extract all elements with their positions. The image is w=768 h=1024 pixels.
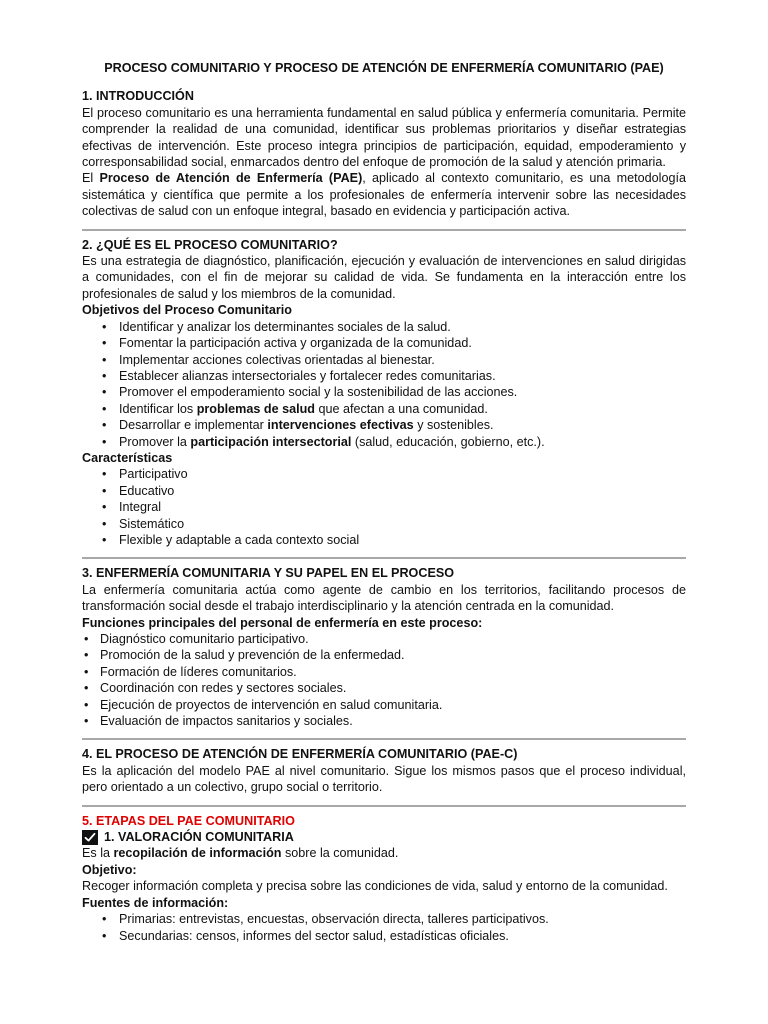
sources-list bbox=[82, 911, 686, 944]
bold-term: Proceso de Atención de Enfermería (PAE) bbox=[99, 171, 363, 186]
list-item: • Educativo bbox=[82, 483, 686, 499]
list-item: • Integral bbox=[82, 499, 686, 515]
list-item: • Formación de líderes comunitarios. bbox=[82, 664, 686, 680]
section-5-heading: 5. ETAPAS DEL PAE COMUNITARIO bbox=[82, 813, 295, 828]
features-list bbox=[82, 466, 686, 548]
section-divider bbox=[82, 738, 686, 740]
text-run: Promover la bbox=[119, 434, 191, 449]
list-item: • Secundarias: censos, informes del sector salud, estadísticas oficiales. bbox=[82, 928, 686, 944]
list-item bbox=[82, 401, 686, 417]
functions-subheading: Funciones principales del personal de enfermería en este proceso: bbox=[82, 615, 483, 630]
list-item bbox=[82, 417, 686, 433]
text-run: El bbox=[82, 171, 100, 186]
objectives-list bbox=[82, 319, 686, 450]
list-item: • Ejecución de proyectos de intervención en salud comunitaria. bbox=[82, 697, 686, 713]
section-3-heading: 3. ENFERMERÍA COMUNITARIA Y SU PAPEL EN EL PROCESO bbox=[82, 566, 455, 581]
section-1-heading: 1. INTRODUCCIÓN bbox=[82, 89, 194, 104]
list-item: • Primarias: entrevistas, encuestas, observación directa, talleres participativos. bbox=[82, 911, 686, 927]
document-title: PROCESO COMUNITARIO Y PROCESO DE ATENCIÓN DE ENFERMERÍA COMUNITARIO (PAE) bbox=[104, 61, 664, 75]
section-2-paragraph: Es una estrategia de diagnóstico, planificación, ejecución y evaluación de intervenciones en salud dirigidas a comunidades, con el fin de mejorar su calidad de vida. Se fundamenta en la interacción entre los profesionales de salud y los miembros de la comunidad. bbox=[82, 254, 686, 301]
section-3-paragraph: La enfermería comunitaria actúa como agente de cambio en los territorios, facilitando procesos de transformación social desde el trabajo interdisciplinario y la atención centrada en la comunidad. bbox=[82, 582, 686, 614]
section-divider bbox=[82, 229, 686, 231]
stage-1-definition bbox=[82, 845, 686, 861]
text-run: , aplicado al contexto comunitario, es una metodología sistemática y científica que permite a los profesionales de enfermería intervenir sobre las necesidades colectivas de salud con un enfoque integral, basado en evidencia y participación activa. bbox=[82, 171, 686, 219]
section-2-heading: 2. ¿QUÉ ES EL PROCESO COMUNITARIO? bbox=[82, 237, 338, 252]
section-1-paragraph-1: El proceso comunitario es una herramienta fundamental en salud pública y enfermería comunitaria. Permite comprender la realidad de una comunidad, identificar sus problemas prioritarios y diseñar estrategias efectivas de intervención. Este proceso integra principios de participación, equidad, empoderamiento y corresponsabilidad social, enmarcados dentro del enfoque de promoción de la salud y atención primaria. bbox=[82, 105, 686, 170]
list-item: • Flexible y adaptable a cada contexto social bbox=[82, 532, 686, 548]
text-run: Desarrollar e implementar bbox=[119, 418, 268, 433]
text-run: y sostenibles. bbox=[413, 418, 494, 433]
text-run: (salud, educación, gobierno, etc.). bbox=[351, 434, 545, 449]
list-item bbox=[82, 434, 686, 450]
objective-text: Recoger información completa y precisa sobre las condiciones de vida, salud y entorno de la comunidad. bbox=[82, 879, 668, 894]
features-subheading: Características bbox=[82, 450, 173, 465]
bold-term: recopilación de información bbox=[113, 846, 282, 861]
section-4-heading: 4. EL PROCESO DE ATENCIÓN DE ENFERMERÍA COMUNITARIO (PAE-C) bbox=[82, 747, 518, 762]
text-run: que afectan a una comunidad. bbox=[314, 401, 488, 416]
objective-subheading: Objetivo: bbox=[82, 862, 137, 877]
sources-subheading: Fuentes de información: bbox=[82, 895, 229, 910]
list-item: • Promoción de la salud y prevención de la enfermedad. bbox=[82, 647, 686, 663]
stage-1-heading bbox=[82, 829, 686, 845]
section-divider bbox=[82, 805, 686, 807]
text-run: Es la bbox=[82, 846, 114, 861]
list-item: • Diagnóstico comunitario participativo. bbox=[82, 631, 686, 647]
objectives-subheading: Objetivos del Proceso Comunitario bbox=[82, 303, 292, 318]
functions-list bbox=[82, 631, 686, 729]
list-item: • Evaluación de impactos sanitarios y sociales. bbox=[82, 713, 686, 729]
stage-1-title: 1. VALORACIÓN COMUNITARIA bbox=[104, 830, 294, 845]
section-1-paragraph-2 bbox=[82, 170, 686, 219]
list-item: • Promover el empoderamiento social y la sostenibilidad de las acciones. bbox=[82, 384, 686, 400]
list-item: • Implementar acciones colectivas orientadas al bienestar. bbox=[82, 352, 686, 368]
list-item: • Coordinación con redes y sectores sociales. bbox=[82, 680, 686, 696]
section-divider bbox=[82, 557, 686, 559]
bold-term: intervenciones efectivas bbox=[267, 418, 414, 433]
section-4-paragraph: Es la aplicación del modelo PAE al nivel comunitario. Sigue los mismos pasos que el proceso individual, pero orientado a un colectivo, grupo social o territorio. bbox=[82, 763, 686, 795]
check-box-icon bbox=[82, 830, 98, 845]
list-item: • Sistemático bbox=[82, 516, 686, 532]
bold-term: problemas de salud bbox=[196, 401, 315, 416]
list-item: • Fomentar la participación activa y organizada de la comunidad. bbox=[82, 335, 686, 351]
text-run: sobre la comunidad. bbox=[281, 846, 399, 861]
bold-term: participación intersectorial bbox=[190, 434, 352, 449]
list-item: • Establecer alianzas intersectoriales y fortalecer redes comunitarias. bbox=[82, 368, 686, 384]
list-item: • Identificar y analizar los determinantes sociales de la salud. bbox=[82, 319, 686, 335]
text-run: Identificar los bbox=[119, 401, 197, 416]
list-item: • Participativo bbox=[82, 466, 686, 482]
